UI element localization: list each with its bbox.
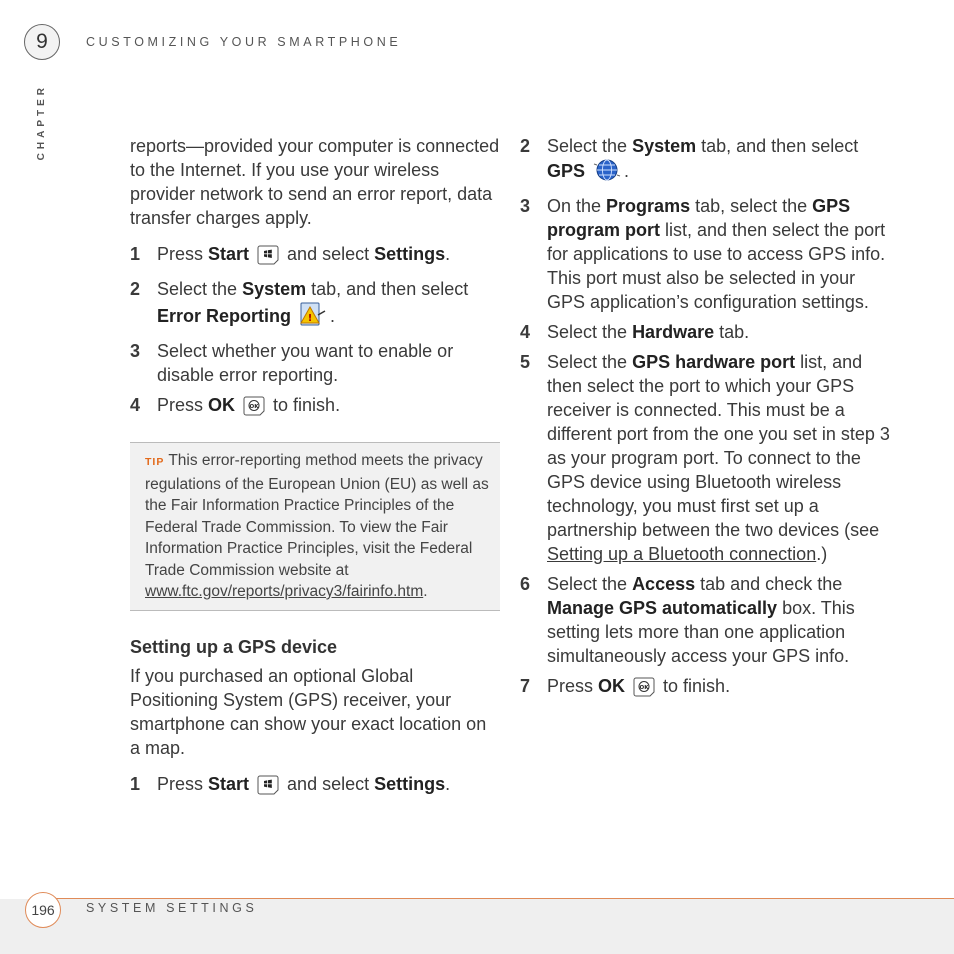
step-text: Select the (547, 322, 633, 342)
header-title: CUSTOMIZING YOUR SMARTPHONE (86, 35, 402, 49)
step-text: to finish. (658, 676, 731, 696)
section-heading: Setting up a GPS device (130, 636, 338, 657)
step-text: Press (157, 773, 209, 794)
step-text: tab, and then select (696, 136, 859, 156)
list-item (520, 320, 890, 344)
step-number: 2 (520, 136, 531, 156)
list-item (130, 242, 500, 271)
step-text: Select the (547, 574, 633, 594)
intro-paragraph: reports—provided your computer is connected to the Internet. If you use your wireless provider network to send an error report, data transfer charges apply. (130, 136, 500, 228)
ok-key-icon (243, 396, 265, 422)
list-item (520, 194, 890, 314)
step-text: to finish. (268, 395, 341, 415)
footer-divider (40, 898, 954, 899)
step-text: box. This setting lets more than one application simultaneously access your GPS info. (547, 598, 855, 666)
list-item (520, 134, 890, 188)
svg-text:OK: OK (639, 685, 649, 691)
step-number: 4 (130, 395, 141, 415)
bluetooth-link[interactable]: Setting up a Bluetooth connection (547, 544, 817, 564)
left-column (130, 134, 500, 801)
tip-text: This error-reporting method meets the privacy regulations of the European Union (EU) as well as the Fair Information Practice Principles of the Federal Trade Commission. To view the Fair Information Practice Principles, visit the Federal Trade Commission website at (145, 452, 489, 579)
step-bold: Hardware (632, 322, 715, 342)
step-text: list, and then select the port for applications to use to access GPS info. This port must also be selected in your GPS application’s configuration settings. (547, 220, 886, 312)
step-text: tab, and then select (306, 279, 469, 299)
step-text: and select (282, 773, 375, 794)
windows-start-key-icon (257, 775, 279, 801)
windows-start-key-icon (257, 245, 279, 271)
step-bold: Programs (606, 196, 691, 216)
step-bold: Start (208, 244, 250, 264)
footer-section-title: SYSTEM SETTINGS (86, 901, 258, 915)
step-bold: GPS (547, 161, 586, 181)
step-number: 4 (520, 322, 531, 342)
step-bold: Settings (374, 773, 446, 794)
list-item (520, 674, 890, 703)
chapter-number-badge (24, 24, 60, 60)
step-text: Press (157, 244, 209, 264)
step-number: 5 (520, 352, 531, 372)
svg-text:!: ! (307, 313, 313, 324)
step-bold: Manage GPS automatically (547, 598, 778, 618)
step-text: tab, select the (690, 196, 813, 216)
step-text: Select the (547, 136, 633, 156)
step-number: 1 (130, 773, 141, 794)
tip-box (130, 442, 500, 611)
step-number: 2 (130, 279, 141, 299)
step-text: . (330, 306, 336, 326)
step-text: . (445, 773, 451, 794)
step-text: . (624, 161, 630, 181)
step-bold: OK (598, 676, 626, 696)
step-text: . (445, 244, 451, 264)
list-item (130, 393, 500, 422)
tip-label: TIP (145, 456, 165, 468)
step-number: 3 (130, 341, 141, 361)
step-bold: Error Reporting (157, 306, 292, 326)
list-item (130, 277, 500, 333)
list-item (520, 350, 890, 566)
step-text: Press (547, 676, 599, 696)
step-number: 7 (520, 676, 531, 696)
tip-end: . (423, 583, 428, 600)
section-intro: If you purchased an optional Global Positioning System (GPS) receiver, your smartphone can show your exact location on a map. (130, 665, 487, 758)
step-text: Select whether you want to enable or disable error reporting. (157, 341, 454, 385)
step-text: Select the (547, 352, 633, 372)
gps-globe-icon (593, 158, 621, 188)
step-text: list, and then select the port to which your GPS receiver is connected. This must be a different port from the one you set in step 3 as your program port. To connect to the GPS device using Bluetooth wireless technology, you must first set up a partnership between the two devices (see (547, 352, 890, 540)
list-item (520, 572, 890, 668)
step-bold: GPS program port (547, 196, 851, 240)
list-item (130, 339, 500, 387)
step-bold: Access (632, 574, 696, 594)
step-bold: Start (208, 773, 250, 794)
gps-steps-list (520, 134, 890, 703)
page-number-badge (25, 892, 61, 928)
gps-steps-list-start (130, 772, 500, 801)
chapter-number: 9 (36, 30, 48, 53)
step-bold: Settings (374, 244, 446, 264)
step-text: tab and check the (695, 574, 843, 594)
step-bold: GPS hardware port (632, 352, 796, 372)
error-reporting-warning-icon (299, 301, 327, 333)
ok-key-icon (633, 677, 655, 703)
step-number: 3 (520, 196, 531, 216)
step-text: and select (282, 244, 375, 264)
step-bold: System (242, 279, 307, 299)
step-bold: System (632, 136, 697, 156)
ftc-link[interactable]: www.ftc.gov/reports/privacy3/fairinfo.htm (145, 583, 424, 600)
svg-text:OK: OK (249, 404, 259, 410)
step-text: tab. (714, 322, 750, 342)
step-number: 6 (520, 574, 531, 594)
page-number: 196 (31, 902, 55, 918)
right-column (520, 134, 890, 703)
step-text: .) (816, 544, 828, 564)
step-text: Select the (157, 279, 243, 299)
step-number: 1 (130, 244, 141, 264)
list-item (130, 772, 500, 801)
step-bold: OK (208, 395, 236, 415)
step-text: Press (157, 395, 209, 415)
chapter-vertical-label: CHAPTER (36, 84, 47, 161)
error-steps-list (130, 242, 500, 422)
step-text: On the (547, 196, 607, 216)
